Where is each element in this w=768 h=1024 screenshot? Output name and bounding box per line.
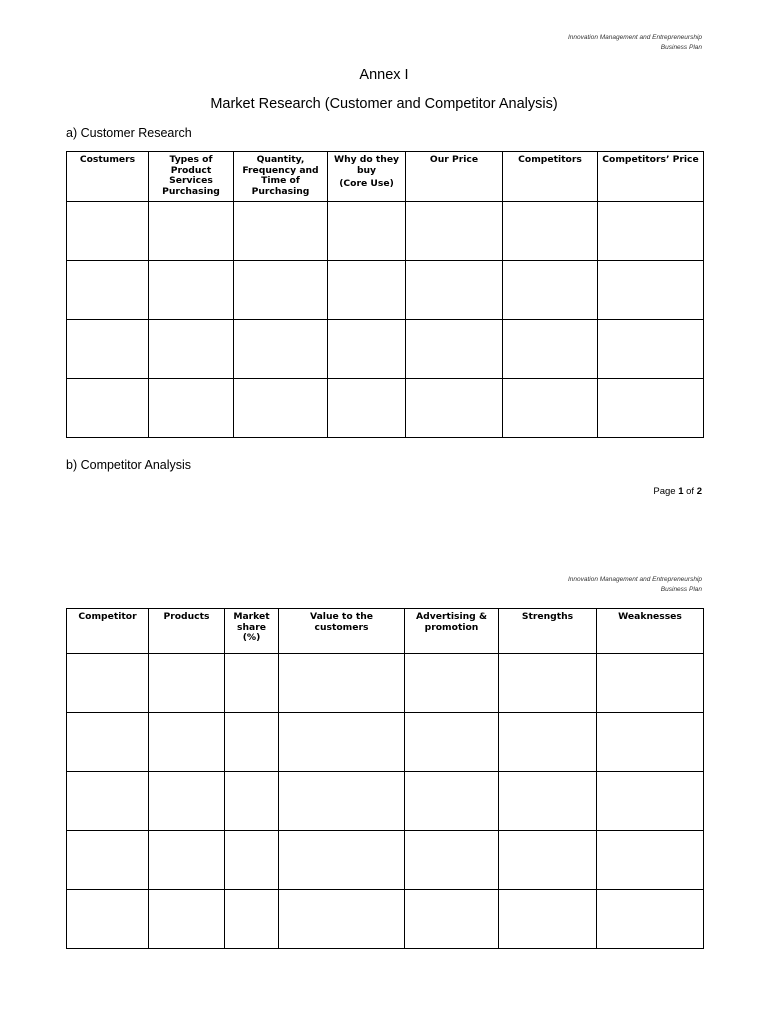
table-cell[interactable] — [328, 379, 406, 438]
table-cell[interactable] — [405, 654, 499, 713]
column-header — [67, 152, 149, 202]
current-page-number: 1 — [678, 486, 684, 497]
table-cell[interactable] — [149, 320, 234, 379]
table-cell[interactable] — [234, 379, 328, 438]
page-label: Page — [653, 486, 676, 497]
column-header-text: Purchasing — [251, 185, 310, 197]
table-cell[interactable] — [406, 202, 503, 261]
column-header-text: Quantity, — [256, 154, 305, 165]
table-cell[interactable] — [406, 379, 503, 438]
column-header-text: Value to the — [310, 611, 373, 622]
column-header — [234, 152, 328, 202]
competitor-analysis-heading: b) Competitor Analysis — [66, 458, 192, 472]
column-header-text: Why do they — [333, 154, 400, 165]
page-number — [653, 486, 702, 498]
column-header-text: Purchasing — [162, 185, 220, 197]
table-cell[interactable] — [597, 772, 704, 831]
table-cell[interactable] — [149, 890, 225, 949]
table-cell[interactable] — [149, 772, 225, 831]
column-header-text: Competitors — [518, 154, 582, 165]
document-title: Market Research (Customer and Competitor Analysis) — [210, 96, 558, 112]
column-header-text: Types of — [169, 154, 213, 165]
customer-research-heading: a) Customer Research — [66, 126, 192, 140]
table-cell[interactable] — [67, 772, 149, 831]
table-cell[interactable] — [328, 320, 406, 379]
table-cell[interactable] — [406, 320, 503, 379]
column-header — [405, 609, 499, 654]
page-header-2 — [568, 575, 702, 594]
table-cell[interactable] — [598, 379, 704, 438]
table-cell[interactable] — [149, 379, 234, 438]
column-header-text: promotion — [424, 621, 479, 633]
column-header-text: Weaknesses — [618, 611, 682, 622]
table-row — [67, 320, 704, 379]
table-cell[interactable] — [149, 831, 225, 890]
column-header-text: Competitors’ Price — [602, 154, 699, 165]
column-header-text: Our Price — [429, 154, 479, 165]
table-row — [67, 379, 704, 438]
table-cell[interactable] — [279, 654, 405, 713]
table-cell[interactable] — [67, 379, 149, 438]
column-header-text: Services — [169, 175, 213, 186]
table-cell[interactable] — [598, 261, 704, 320]
table-cell[interactable] — [597, 831, 704, 890]
column-header-text: (%) — [242, 632, 261, 643]
table-cell[interactable] — [499, 772, 597, 831]
column-header-text: Frequency and — [242, 164, 319, 176]
column-header — [597, 609, 704, 654]
column-header-text: customers — [314, 621, 369, 633]
table-cell[interactable] — [149, 654, 225, 713]
table-cell[interactable] — [67, 831, 149, 890]
column-header — [279, 609, 405, 654]
table-cell[interactable] — [279, 831, 405, 890]
table-cell[interactable] — [405, 713, 499, 772]
table-row — [67, 654, 704, 713]
table-row — [67, 772, 704, 831]
table-cell[interactable] — [499, 831, 597, 890]
table-cell[interactable] — [597, 713, 704, 772]
table-cell[interactable] — [499, 713, 597, 772]
customer-table-header-row — [67, 152, 704, 202]
column-header-text: buy — [356, 164, 377, 176]
table-cell[interactable] — [597, 654, 704, 713]
column-header — [149, 152, 234, 202]
table-cell[interactable] — [67, 202, 149, 261]
table-row — [67, 713, 704, 772]
table-row — [67, 890, 704, 949]
table-row — [67, 202, 704, 261]
table-cell[interactable] — [67, 261, 149, 320]
table-cell[interactable] — [225, 831, 279, 890]
table-cell[interactable] — [328, 261, 406, 320]
column-header-text: Advertising & — [416, 611, 487, 622]
table-cell[interactable] — [149, 713, 225, 772]
customer-research-table — [66, 151, 704, 438]
table-cell[interactable] — [499, 654, 597, 713]
column-header-text: Market — [233, 611, 270, 622]
table-cell[interactable] — [149, 261, 234, 320]
column-header-text: Strengths — [521, 611, 574, 622]
table-cell[interactable] — [598, 202, 704, 261]
of-label: of — [686, 486, 695, 497]
column-header-subtext: (Core Use) — [339, 178, 394, 189]
column-header-text: Product — [170, 164, 212, 176]
table-cell[interactable] — [405, 890, 499, 949]
header-document-name: Business Plan — [660, 585, 702, 593]
table-cell[interactable] — [225, 890, 279, 949]
table-cell[interactable] — [225, 772, 279, 831]
table-cell[interactable] — [279, 890, 405, 949]
table-row — [67, 261, 704, 320]
annex-title: Annex I — [359, 67, 409, 83]
table-cell[interactable] — [67, 320, 149, 379]
table-cell[interactable] — [67, 713, 149, 772]
table-cell[interactable] — [503, 261, 598, 320]
competitor-analysis-table — [66, 608, 704, 949]
table-cell[interactable] — [597, 890, 704, 949]
column-header-text: share — [237, 621, 266, 633]
table-cell[interactable] — [328, 202, 406, 261]
column-header-text: Competitor — [78, 611, 137, 622]
table-cell[interactable] — [225, 713, 279, 772]
header-course-name: Innovation Management and Entrepreneurship — [567, 576, 702, 583]
table-cell[interactable] — [503, 202, 598, 261]
total-pages-number: 2 — [696, 486, 702, 497]
column-header — [598, 152, 704, 202]
column-header — [503, 152, 598, 202]
column-header — [499, 609, 597, 654]
column-header — [225, 609, 279, 654]
column-header — [406, 152, 503, 202]
column-header — [328, 152, 406, 202]
header-course-name: Innovation Management and Entrepreneurship — [567, 34, 702, 41]
table-cell[interactable] — [598, 320, 704, 379]
table-cell[interactable] — [67, 890, 149, 949]
table-cell[interactable] — [225, 654, 279, 713]
table-cell[interactable] — [234, 202, 328, 261]
table-cell[interactable] — [279, 713, 405, 772]
column-header-text: Costumers — [79, 154, 136, 165]
table-cell[interactable] — [279, 772, 405, 831]
table-cell[interactable] — [234, 320, 328, 379]
column-header-text: Time of — [261, 175, 300, 186]
page-header-1 — [568, 33, 702, 52]
column-header — [149, 609, 225, 654]
table-cell[interactable] — [405, 831, 499, 890]
table-cell[interactable] — [234, 261, 328, 320]
competitor-table-header-row — [67, 609, 704, 654]
header-document-name: Business Plan — [660, 43, 702, 51]
column-header-text: Products — [163, 611, 210, 622]
table-cell[interactable] — [67, 654, 149, 713]
column-header — [67, 609, 149, 654]
table-cell[interactable] — [499, 890, 597, 949]
table-row — [67, 831, 704, 890]
table-cell[interactable] — [406, 261, 503, 320]
table-cell[interactable] — [149, 202, 234, 261]
table-cell[interactable] — [503, 379, 598, 438]
table-cell[interactable] — [405, 772, 499, 831]
table-cell[interactable] — [503, 320, 598, 379]
